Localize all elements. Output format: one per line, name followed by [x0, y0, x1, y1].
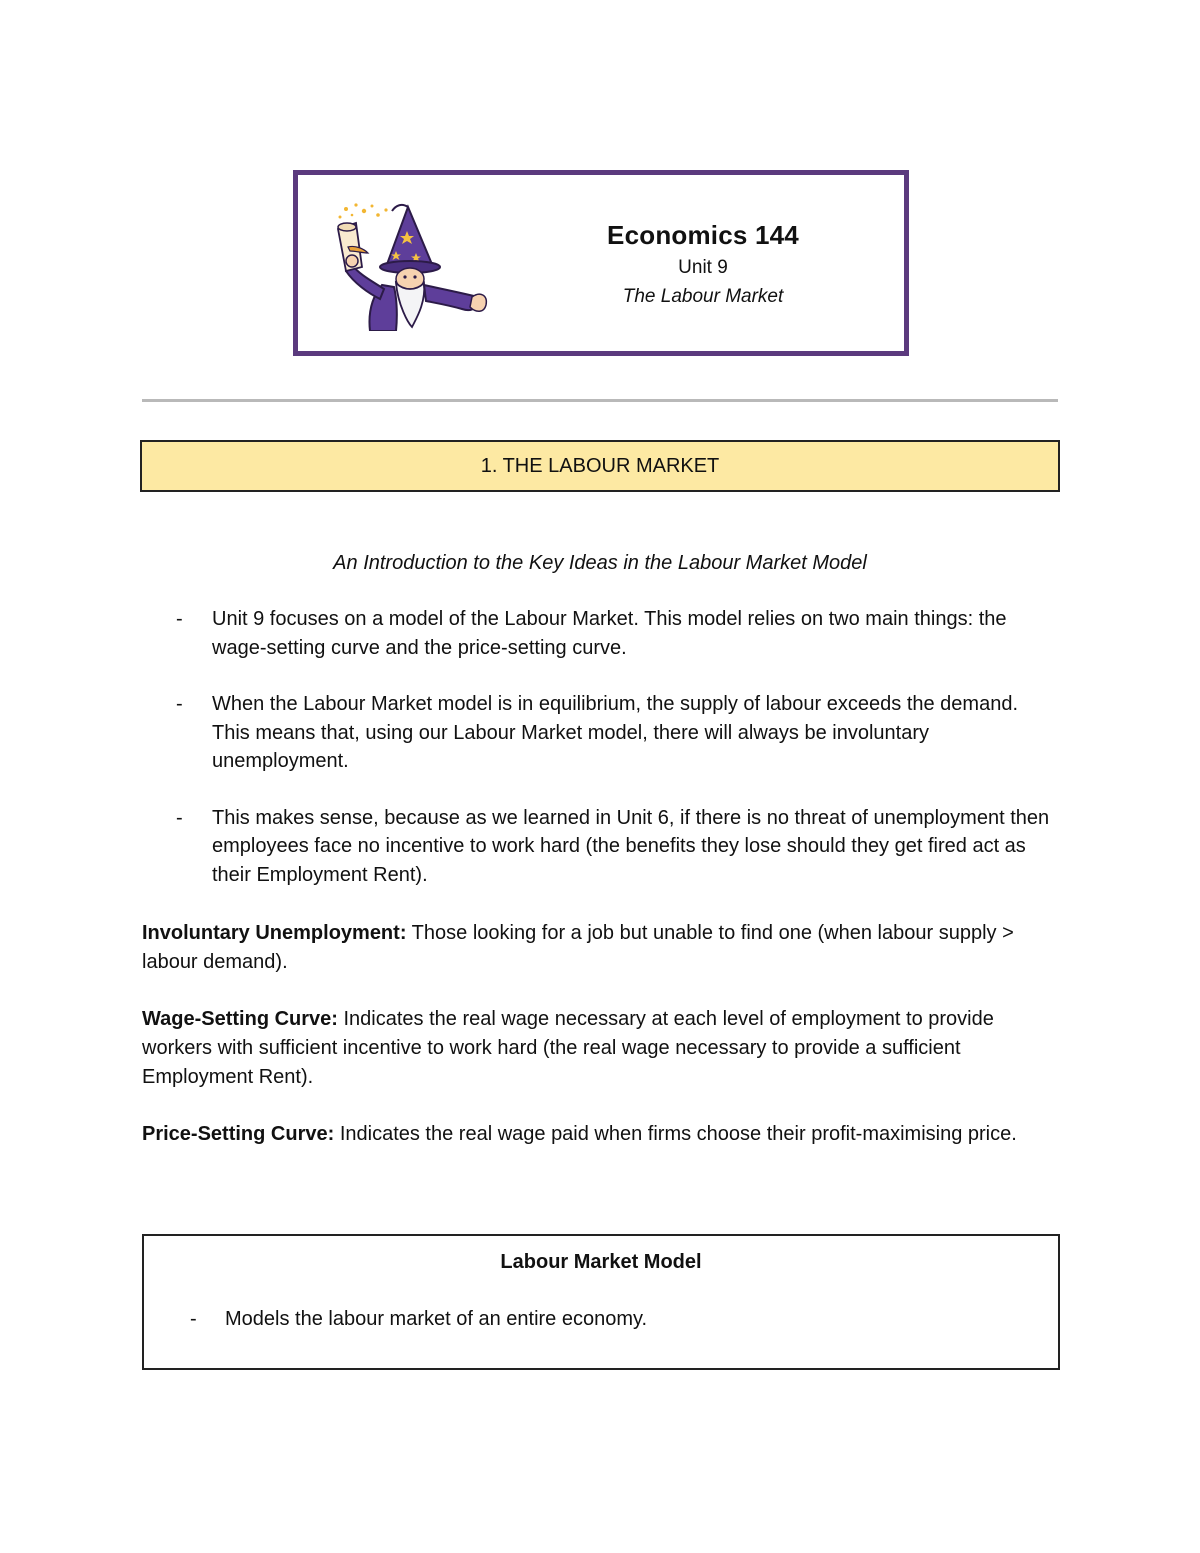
- model-box-title: Labour Market Model: [500, 1251, 702, 1273]
- definition-term: Wage-Setting Curve:: [142, 1008, 338, 1030]
- course-title: Economics 144: [607, 220, 799, 250]
- model-box-bullet: [190, 1305, 647, 1333]
- definition-text: Indicates the real wage paid when firms choose their profit-maximising price.: [334, 1123, 1017, 1145]
- header-text-block: [508, 219, 898, 311]
- bullet-text: When the Labour Market model is in equilibrium, the supply of labour exceeds the demand. This means that, using our Labour Market model, there will always be involuntary unemployment.: [212, 693, 1019, 772]
- unit-title: The Labour Market: [622, 286, 784, 307]
- intro-bullet-list: [142, 605, 1058, 917]
- unit-number: Unit 9: [678, 257, 728, 278]
- bullet-item: [142, 690, 1058, 776]
- definition-involuntary-unemployment: [142, 919, 1042, 977]
- bullet-item: [142, 605, 1058, 662]
- course-header-box: [293, 170, 909, 356]
- definition-term: Involuntary Unemployment:: [142, 922, 407, 944]
- bullet-dash: -: [190, 1308, 197, 1330]
- bullet-text: Unit 9 focuses on a model of the Labour Market. This model relies on two main things: the wage-setting curve and the price-setting curve.: [212, 608, 1007, 659]
- definitions-list: [142, 919, 1042, 1177]
- wizard-mascot-icon: [312, 201, 490, 331]
- section-banner: 1. THE LABOUR MARKET: [140, 440, 1060, 492]
- definition-wage-setting-curve: [142, 1005, 1042, 1092]
- definition-text: Those looking for a job but unable to find one (when labour supply > labour demand).: [142, 922, 1014, 973]
- bullet-item: [142, 804, 1058, 890]
- definition-price-setting-curve: [142, 1120, 1042, 1149]
- bullet-dash: -: [176, 806, 183, 829]
- definition-term: Price-Setting Curve:: [142, 1123, 335, 1145]
- bullet-dash: -: [176, 693, 183, 715]
- model-box-bullet-text: Models the labour market of an entire economy.: [225, 1308, 648, 1330]
- horizontal-divider: [142, 399, 1058, 402]
- bullet-dash: -: [176, 608, 183, 630]
- definition-text: Indicates the real wage necessary at each level of employment to provide workers with sufficient incentive to work hard (the real wage necessary to provide a sufficient Employment Rent).: [142, 1008, 994, 1088]
- labour-market-model-box: [142, 1234, 1060, 1370]
- bullet-text: This makes sense, because as we learned in Unit 6, if there is no threat of unemployment then employees face no incentive to work hard (the benefits they lose should they get fired act as their Employment Rent).: [212, 806, 1050, 886]
- intro-heading: An Introduction to the Key Ideas in the Labour Market Model: [333, 552, 867, 574]
